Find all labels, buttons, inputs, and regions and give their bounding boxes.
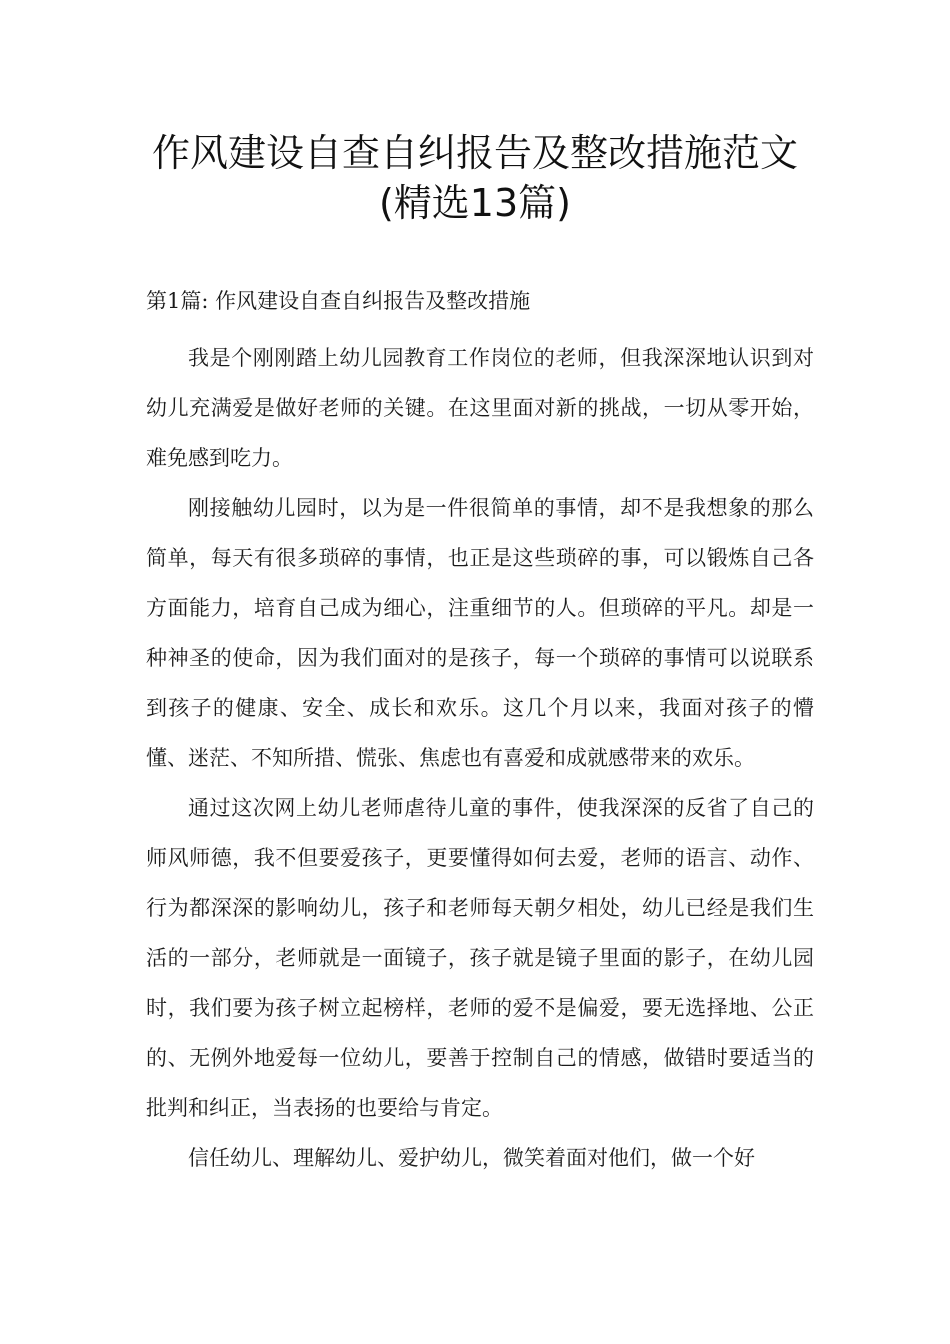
document-title-line-1: 作风建设自查自纠报告及整改措施范文 (151, 131, 798, 175)
document-body (146, 333, 814, 1183)
paragraph-4: 信任幼儿、理解幼儿、爱护幼儿，微笑着面对他们，做一个好 (188, 1146, 755, 1170)
paragraph-3: 通过这次网上幼儿老师虐待儿童的事件，使我深深的反省了自己的师风师德，我不但要爱孩子，更要懂得如何去爱，老师的语言、动作、行为都深深的影响幼儿，孩子和老师每天朝夕相处，幼儿已经是我们生活的一部分，老师就是一面镜子，孩子就是镜子里面的影子，在幼儿园时，我们要为孩子树立起榜样，老师的爱不是偏爱，要无选择地、公正的、无例外地爱每一位幼儿，要善于控制自己的情感，做错时要适当的批判和纠正，当表扬的也要给与肯定。 (146, 796, 814, 1120)
section-heading: 第1篇: 作风建设自查自纠报告及整改措施 (146, 289, 531, 313)
paragraph-1: 我是个刚刚踏上幼儿园教育工作岗位的老师，但我深深地认识到对幼儿充满爱是做好老师的关键。在这里面对新的挑战，一切从零开始，难免感到吃力。 (146, 346, 814, 470)
paragraph-2: 刚接触幼儿园时，以为是一件很简单的事情，却不是我想象的那么简单，每天有很多琐碎的事情，也正是这些琐碎的事，可以锻炼自己各方面能力，培育自己成为细心，注重细节的人。但琐碎的平凡。却是一种神圣的使命，因为我们面对的是孩子，每一个琐碎的事情可以说联系到孩子的健康、安全、成长和欢乐。这几个月以来，我面对孩子的懵懂、迷茫、不知所措、慌张、焦虑也有喜爱和成就感带来的欢乐。 (146, 496, 814, 770)
document-title-line-2: (精选13篇) (378, 181, 571, 225)
